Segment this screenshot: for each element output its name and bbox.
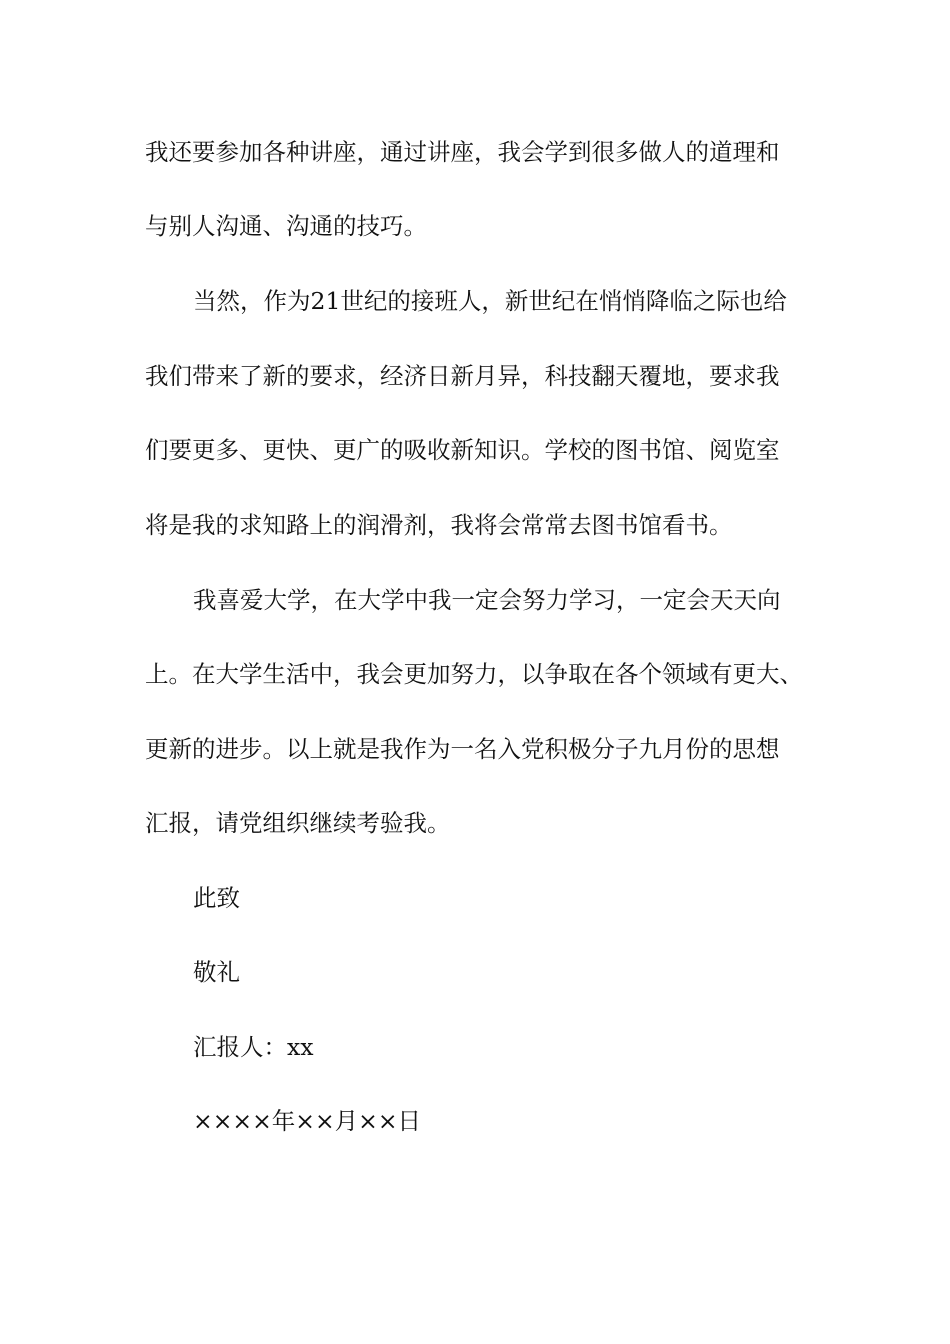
closing-greeting-2: 敬礼: [193, 958, 240, 986]
paragraph3-line4: 汇报，请党组织继续考验我。: [145, 809, 451, 837]
paragraph3-line1: 我喜爱大学，在大学中我一定会努力学习，一定会天天向: [193, 586, 781, 614]
reporter-line: 汇报人：xx: [193, 1033, 314, 1061]
paragraph3-line3: 更新的进步。以上就是我作为一名入党积极分子九月份的思想: [145, 735, 780, 763]
paragraph3-line2: 上。在大学生活中，我会更加努力，以争取在各个领域有更大、: [145, 660, 803, 688]
paragraph2-line1: 当然，作为21世纪的接班人，新世纪在悄悄降临之际也给: [193, 287, 787, 315]
date-line: ××××年××月××日: [193, 1107, 422, 1135]
paragraph2-line3: 们要更多、更快、更广的吸收新知识。学校的图书馆、阅览室: [145, 436, 780, 464]
paragraph1-line1: 我还要参加各种讲座，通过讲座，我会学到很多做人的道理和: [145, 138, 780, 166]
closing-greeting-1: 此致: [193, 884, 240, 912]
paragraph2-line4: 将是我的求知路上的润滑剂，我将会常常去图书馆看书。: [145, 511, 733, 539]
paragraph1-line2: 与别人沟通、沟通的技巧。: [145, 212, 427, 240]
paragraph2-line2: 我们带来了新的要求，经济日新月异，科技翻天覆地，要求我: [145, 362, 780, 390]
